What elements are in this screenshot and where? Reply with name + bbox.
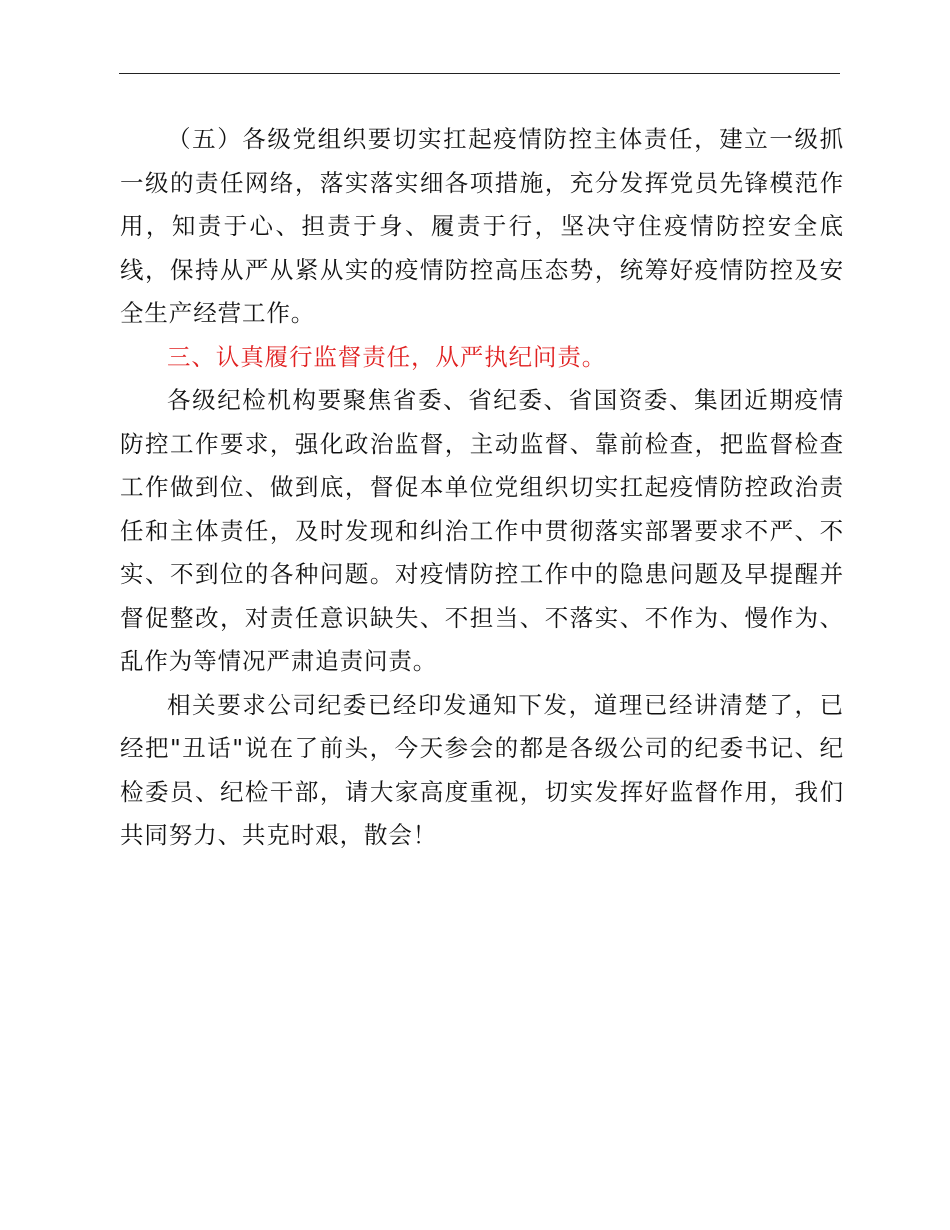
section-heading-supervision: 三、认真履行监督责任，从严执纪问责。 [167,342,607,371]
header-rule [119,73,840,74]
paragraph-discipline-inspection: 各级纪检机构要聚焦省委、省纪委、省国资委、集团近期疫情防控工作要求，强化政治监督，主动监督、靠前检查，把监督检查工作做到位、做到底，督促本单位党组织切实扛起疫情防控政治责任和主体责任，及时发现和纠治工作中贯彻落实部署要求不严、不实、不到位的各种问题。对疫情防控工作中的隐患问题及早提醒并督促整改，对责任意识缺失、不担当、不落实、不作为、慢作为、乱作为等情况严肃追责问责。 [120,386,844,675]
paragraph-closing-remarks: 相关要求公司纪委已经印发通知下发，道理已经讲清楚了，已经把"丑话"说在了前头，今天参会的都是各级公司的纪委书记、纪检委员、纪检干部，请大家高度重视，切实发挥好监督作用，我们共同努力、共克时艰，散会！ [120,690,844,849]
paragraph-party-organizations: （五）各级党组织要切实扛起疫情防控主体责任，建立一级抓一级的责任网络，落实落实细各项措施，充分发挥党员先锋模范作用，知责于心、担责于身、履责于行，坚决守住疫情防控安全底线，保持从严从紧从实的疫情防控高压态势，统筹好疫情防控及安全生产经营工作。 [120,125,844,327]
document-body [120,118,844,858]
